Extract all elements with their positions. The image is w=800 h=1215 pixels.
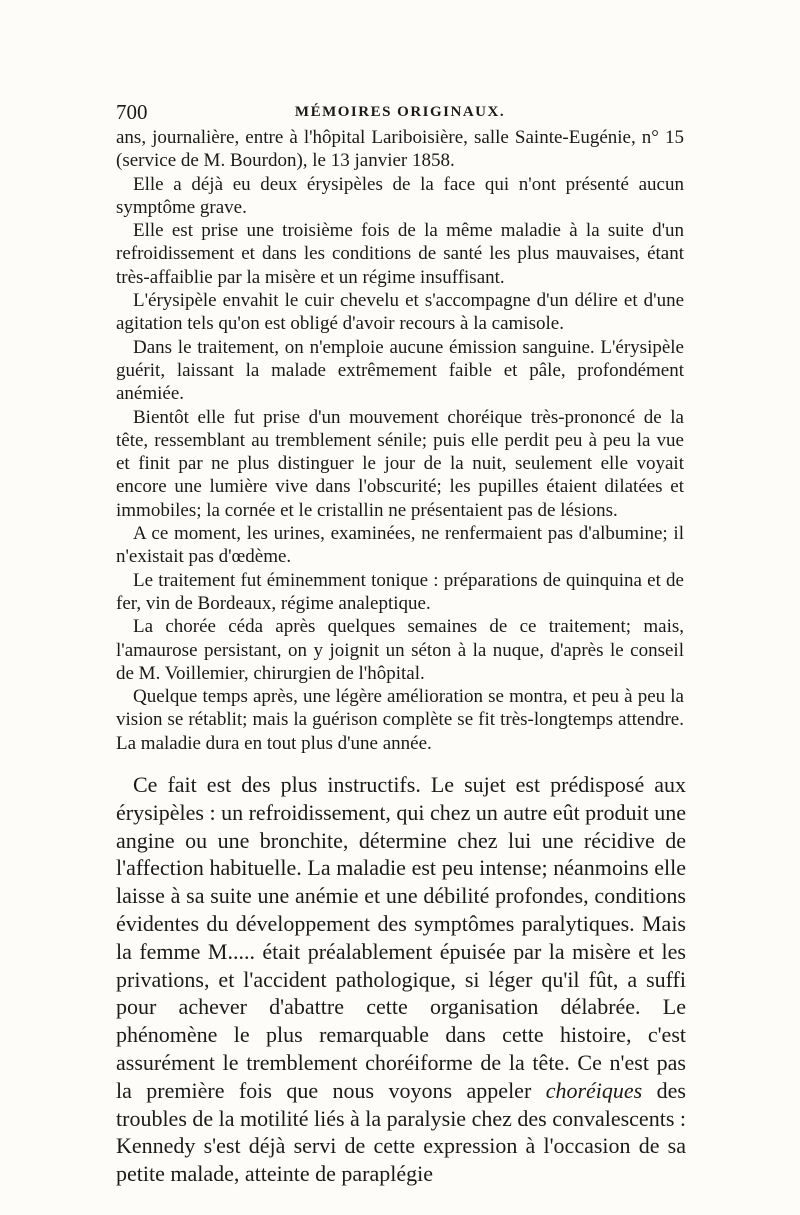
case-paragraph: ans, journalière, entre à l'hôpital Lariboisière, salle Sainte-Eugénie, n° 15 (service de M. Bourdon), le 13 janvier 1858. xyxy=(116,127,684,172)
case-paragraph: Dans le traitement, on n'emploie aucune émission sanguine. L'érysipèle guérit, laissant la malade extrêmement faible et pâle, profondément anémiée. xyxy=(116,336,684,405)
commentary-italic-term: choréiques xyxy=(545,1077,643,1103)
case-paragraph: L'érysipèle envahit le cuir chevelu et s'accompagne d'un délire et d'une agitation tels qu'on est obligé d'avoir recours à la camisole. xyxy=(116,290,684,335)
commentary-text-end: des troubles de la motilité liés à la paralysie chez des convalescents : Kennedy s'est déjà servi de cette expression à l'occasion de sa petite malade, atteinte de paraplégie xyxy=(116,1077,686,1187)
case-paragraph: Quelque temps après, une légère amélioration se montra, et peu à peu la vision se rétablit; mais la guérison complète se fit très-longtemps attendre. La maladie dura en tout plus d'une année. xyxy=(116,686,684,754)
case-paragraph: A ce moment, les urines, examinées, ne renfermaient pas d'albumine; il n'existait pas d'œdème. xyxy=(116,523,684,568)
page-header xyxy=(116,100,684,126)
commentary-text-start: Ce fait est des plus instructifs. Le sujet est prédisposé aux érysipèles : un refroidissement, qui chez un autre eût produit une angine ou une bronchite, détermine chez lui une récidive de l'affection habituelle. La maladie est peu intense; néanmoins elle laisse à sa suite une anémie et une débilité profondes, conditions évidentes du développement des symptômes paralytiques. Mais la femme M..... était préalablement épuisée par la misère et les privations, et l'accident pathologique, si léger qu'il fût, a suffi pour achever d'abattre cette organisation délabrée. Le phénomène le plus remarquable dans cette histoire, c'est assurément le tremblement choréiforme de la tête. Ce n'est pas la première fois que nous voyons appeler xyxy=(116,772,686,1103)
case-paragraph: Bientôt elle fut prise d'un mouvement choréique très-prononcé de la tête, ressemblant au tremblement sénile; puis elle perdit peu à peu la vue et finit par ne plus distinguer le jour de la nuit, seulement elle voyait encore une lumière vive dans l'obscurité; les pupilles étaient dilatées et immobiles; la cornée et le cristallin ne présentaient pas de lésions. xyxy=(116,406,684,521)
case-paragraph: Le traitement fut éminemment tonique : préparations de quinquina et de fer, vin de Bordeaux, régime analeptique. xyxy=(116,569,684,614)
case-report xyxy=(116,126,684,755)
page-number: 700 xyxy=(116,100,148,124)
commentary-paragraph xyxy=(116,771,686,1188)
commentary xyxy=(116,771,686,1188)
case-paragraph: La chorée céda après quelques semaines de ce traitement; mais, l'amaurose persistant, on y joignit un séton à la nuque, d'après le conseil de M. Voillemier, chirurgien de l'hôpital. xyxy=(116,616,684,684)
case-paragraph: Elle a déjà eu deux érysipèles de la face qui n'ont présenté aucun symptôme grave. xyxy=(116,173,684,218)
running-title: MÉMOIRES ORIGINAUX. xyxy=(294,104,506,120)
case-paragraph: Elle est prise une troisième fois de la même maladie à la suite d'un refroidissement et dans les conditions de santé les plus mauvaises, étant très-affaiblie par la misère et un régime insuffisant. xyxy=(116,220,684,288)
